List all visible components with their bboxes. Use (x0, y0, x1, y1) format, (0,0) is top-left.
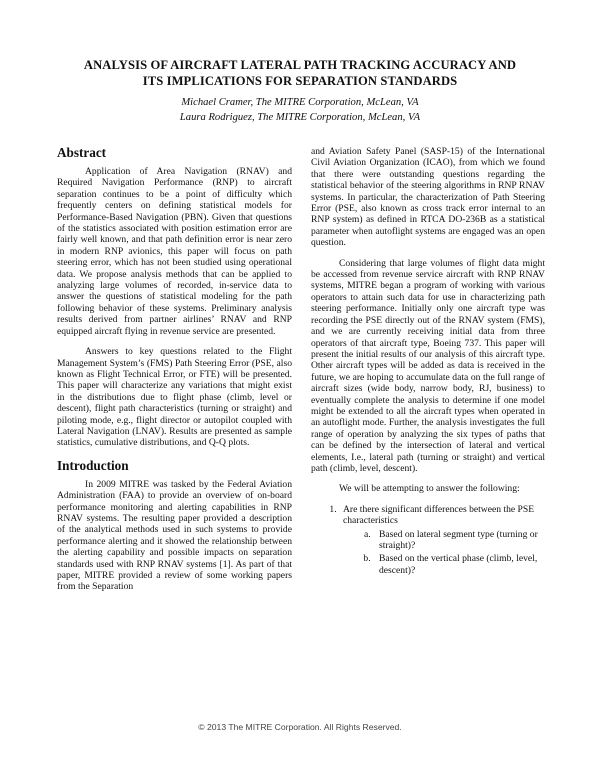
title-line-2: ITS IMPLICATIONS FOR SEPARATION STANDARDS (142, 74, 458, 88)
title-line-1: ANALYSIS OF AIRCRAFT LATERAL PATH TRACKING ACCURACY AND (83, 58, 517, 72)
abstract-paragraph-1: Application of Area Navigation (RNAV) and Required Navigation Performance (RNP) to aircraft separation continues to be a point of difficulty which frequently centers on defining statistical models for Performance-Based Navigation (PBN). Given that questions of the statistics associated with position estimation error are fairly well known, and that path definition error is near zero in modern RNP avionics, this paper will focus on path steering error, which has not been studied using operational data. We propose analysis methods that can be applied to analyzing large volumes of recorded, in-service data to answer the questions of statistical modeling for the path following behavior of these systems. Preliminary analysis results derived from partner airlines’ RNAV and RNP equipped aircraft flying in revenue service are presented. (57, 166, 292, 337)
right-column (311, 146, 545, 578)
questions-list (311, 504, 545, 576)
right-paragraph-1: and Aviation Safety Panel (SASP-15) of the International Civil Aviation Organization (ICAO), from which we found that there were outstanding questions regarding the statistical behavior of the steering algorithms in RNP RNAV systems. In particular, the characterization of Path Steering Error (PSE, also known as cross track error internal to an RNP system) as defined in RTCA DO-236B as a statistical parameter when autoflight systems are engaged was an open question. (311, 146, 545, 249)
author-2: Laura Rodriguez, The MITRE Corporation, McLean, VA (179, 112, 421, 123)
copyright-footer: © 2013 The MITRE Corporation. All Rights Reserved. (198, 722, 402, 732)
right-paragraph-3: We will be attempting to answer the following: (339, 483, 520, 495)
left-column (57, 145, 292, 602)
list-item-text: Are there significant differences between the PSE characteristics (343, 503, 535, 527)
abstract-paragraph-2: Answers to key questions related to the Flight Management System’s (FMS) Path Steering Error (PSE, also known as Flight Technical Error, or FTE) will be presented. This paper will characterize any variations that might exist in the distributions due to flight phase (climb, level or descent), flight path characteristics (turning or straight) and piloting mode, e.g., flight director or autopilot coupled with Lateral Navigation (LNAV). Results are presented as sample statistics, cumulative distributions, and Q-Q plots. (57, 346, 292, 449)
introduction-paragraph-1: In 2009 MITRE was tasked by the Federal Aviation Administration (FAA) to provide an overview of on-board performance monitoring and alerting capabilities in RNP RNAV systems. The resulting paper provided a description of the analytical methods used in such systems to provide performance alerting and it showed the relationship between the alerting capability and possible impacts on separation standards used with RNP RNAV systems [1]. As part of that paper, MITRE provided a review of some working papers from the Separation (57, 478, 292, 593)
sub-list-item: a. Based on lateral segment type (turning or straight)? (373, 529, 545, 552)
introduction-heading: Introduction (57, 457, 129, 473)
right-paragraph-2: Considering that large volumes of flight data might be accessed from revenue service aircraft with RNP RNAV systems, MITRE began a program of working with various operators to attain such data for use in characterizing path steering performance. Initially only one aircraft type was recording the PSE directly out of the RNAV system (FMS), and we are currently receiving initial data from three operators of that aircraft type, Boeing 737. This paper will present the initial results of our analysis of this aircraft type. Other aircraft types will be added as data is received in the future, we are hoping to accumulate data on the full range of aircraft sizes (wide body, narrow body, RJ, business) to eventually complete the analysis to determine if one model might be extended to all the aircraft types when operated in an autoflight mode. Further, the analysis investigates the full range of operation by analyzing the six types of paths that can be defined by the intersection of lateral and vertical elements, I.e., lateral path (turning or straight) and vertical path (climb, level, descent). (311, 257, 545, 474)
paper-title (40, 57, 560, 89)
abstract-heading: Abstract (57, 145, 107, 160)
list-item (339, 504, 545, 576)
author-1: Michael Cramer, The MITRE Corporation, McLean, VA (181, 97, 419, 108)
sub-list (343, 529, 545, 577)
sub-list-item: b. Based on the vertical phase (climb, level, descent)? (373, 553, 545, 576)
